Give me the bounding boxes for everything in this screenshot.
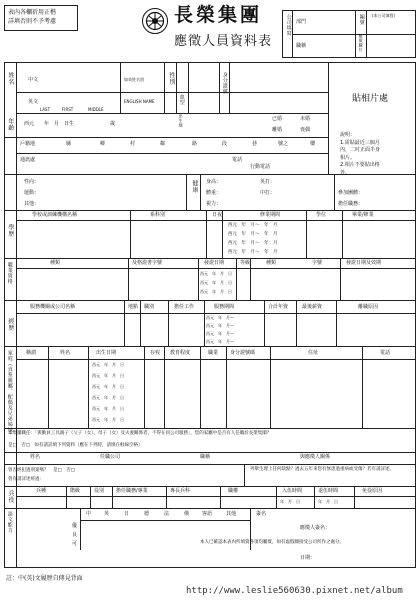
fam-header-title: 稱謂 <box>26 350 37 356</box>
lic-date-1: 西元 年 月 日 <box>200 271 232 276</box>
remarks-label: 簽名 <box>256 511 267 517</box>
phone-label: 電話 <box>232 157 243 163</box>
lang-zh: 中 <box>86 511 92 517</box>
exp-header-reason: 離職原因 <box>358 304 379 310</box>
fam-date-6: 西元 年 月 日 <box>92 417 124 422</box>
rel-header-relation: 與應徵人關係 <box>300 454 331 460</box>
notice-line-2: 詳填否則不予考慮 <box>8 18 57 25</box>
family-label: 家庭（直系親屬、配偶及兄弟姊妹） <box>6 350 13 438</box>
lic-date-3: 西元 年 月 日 <box>200 289 232 294</box>
age-label: 年齡 <box>6 118 14 131</box>
mil-header-rank: 階級 <box>70 488 81 494</box>
mil-header-enlist: 入伍時間 <box>282 488 303 494</box>
english-name-caption: ENGLISH NAME <box>124 99 155 104</box>
lang-other: 其他 <box>226 511 237 517</box>
address-neighbor: 鄰 <box>160 141 166 147</box>
address-floor: 樓 <box>310 141 316 147</box>
exp-header-period: 服務期間 <box>214 304 235 310</box>
id-card-label: 身分證號 <box>221 72 228 94</box>
lic-header-kind: 種類 <box>50 260 61 266</box>
marital-option-3[interactable]: 離婚 <box>272 127 283 133</box>
lic-header-level: 等級 <box>240 260 251 266</box>
edu-period-1: 西元 年 月～ 年 月 <box>228 223 278 228</box>
edu-header-school: 學校或訓練機構名稱 <box>32 212 78 218</box>
address-county: 縣 <box>66 141 72 147</box>
fam-date-5: 西元 年 月 日 <box>92 406 124 411</box>
exp-period-3: 西元 年 月～ <box>206 331 234 336</box>
mil-date-enlist: 年 月 日 <box>280 499 300 504</box>
health-question: 列舉生理上任何缺點？過去五年來您有無患過重病或受傷？若有請詳述。 <box>250 467 394 472</box>
fam-date-2: 西元 年 月 日 <box>92 373 124 378</box>
watermark: http://www.leslie560630.pixnet.net/album <box>186 586 403 596</box>
height-label: 身高： <box>206 179 222 185</box>
fam-date-4: 西元 年 月 日 <box>92 395 124 400</box>
exp-header-location: 地點 <box>128 304 139 310</box>
edu-header-dept: 系科別 <box>150 212 166 218</box>
lang-ru: 俄 <box>184 511 190 517</box>
blood-label: 血型 <box>178 94 185 105</box>
lic-header-date: 發證日期 <box>204 260 225 266</box>
relation-question: 本集團職任：「與勤員工具親子（父子（女）、母子（女）及夫妻關係者，不得在同公司服務」，您的家屬中是否有人任職於長榮集團？ <box>8 431 272 436</box>
fam-date-3: 西元 年 月 日 <box>92 384 124 389</box>
address-label: 戶籍地 <box>20 141 36 147</box>
lic-date-2: 西元 年 月 日 <box>200 280 232 285</box>
photo-notes: 說明： 1.需貼最近三個月 內，二吋正面半身 相片。 2.相片不要貼出格 外。 <box>340 132 381 176</box>
lang-hakka: 客語 <box>202 511 213 517</box>
form-title: 應徵人員資料表 <box>174 34 273 49</box>
edu-header-daynight: 日夜 <box>212 212 223 218</box>
exp-header-company: 服務機關或公司名稱 <box>30 304 76 310</box>
fam-header-birth: 出生日期 <box>96 350 117 356</box>
lic-header-validity: 發證日期及效期 <box>346 260 382 266</box>
field-2: 中打： <box>260 190 276 196</box>
company-logo <box>142 8 168 34</box>
lang-level-fair: 可 <box>72 541 78 547</box>
exp-period-4: 西元 年 月～ <box>206 339 234 344</box>
marital-option-2[interactable]: 未婚 <box>300 116 311 122</box>
address-town: 鄉 <box>100 141 106 147</box>
address-road: 路 <box>192 141 198 147</box>
lang-en: 英 <box>104 511 110 517</box>
mil-header-branch: 兵種 <box>36 488 47 494</box>
fam-header-phone: 電話 <box>380 350 391 356</box>
english-label: 英文 <box>28 99 39 105</box>
lang-level-excellent: 優 <box>72 523 78 529</box>
lang-jp: 日 <box>124 511 130 517</box>
edu-header-degree: 學位 <box>316 212 327 218</box>
fam-header-name: 姓名 <box>60 350 71 356</box>
marital-option-4[interactable]: 喪偶 <box>300 127 311 133</box>
rel-header-title: 職稱 <box>200 454 211 460</box>
sign-date[interactable]: 日期： <box>300 555 316 561</box>
age-unit: 歲 <box>110 121 116 127</box>
fam-header-address: 住址 <box>308 350 319 356</box>
fam-header-job: 職業 <box>208 350 219 356</box>
signature-statement: 本人已確認本表內所填資各項均屬實，如有虛假願接受公司所作之處分。 <box>200 540 344 545</box>
exp-header-years: 合計年資 <box>268 304 289 310</box>
edu-period-2: 西元 年 月～ 年 月 <box>228 232 278 237</box>
chinese-name-caption: 如英姓名別 <box>124 77 144 82</box>
rel-header-company: 任職公司 <box>100 454 121 460</box>
office-use-label: 公司填寫 <box>285 14 292 36</box>
exp-header-title: 職別 <box>144 304 155 310</box>
footer-note: 註：中(英)文履歷自傳見背面 <box>6 575 83 582</box>
experience-label: 經歷 <box>6 318 14 331</box>
name-part-last: LAST <box>40 107 51 112</box>
birthplace-label: 出生地 <box>178 114 184 128</box>
mil-header-discharge: 退伍時間 <box>318 488 339 494</box>
edu-header-status: 畢業/肄業 <box>352 212 374 218</box>
edu-header-period: 修業期間 <box>260 212 281 218</box>
chinese-label: 中文 <box>28 77 39 83</box>
weight-label: 體重： <box>206 190 222 196</box>
lang-level-good: 良 <box>72 532 78 538</box>
lic-header-cert: 及格證書字號 <box>132 260 163 266</box>
relation-answer: 是□ 否□ 如有請詳填下列資料（應在下列時，請填在框線空格） <box>8 443 143 448</box>
edu-period-4: 西元 年 月～ 年 月 <box>228 250 278 255</box>
exp-period-1: 西元 年 月～ <box>206 315 234 320</box>
rel-header-name: 姓名 <box>30 454 41 460</box>
dept-label: 部門 <box>296 19 307 25</box>
photo-label: 貼相片處 <box>352 94 389 104</box>
mil-header-exempt: 免役原因 <box>362 488 383 494</box>
exp-period-2: 西元 年 月～ <box>206 323 234 328</box>
lang-fr: 法 <box>164 511 170 517</box>
mobile-label: 行動電話 <box>250 164 271 170</box>
field-5: 參加團體： <box>338 190 364 196</box>
item-2: 運動： <box>24 190 40 196</box>
mil-header-auth: 職權 <box>228 488 239 494</box>
gender-label: 性別 <box>167 72 175 85</box>
lic-header-no: 字號 <box>312 260 323 266</box>
lang-de: 德 <box>144 511 150 517</box>
fam-header-id: 身分證號碼 <box>230 350 256 356</box>
edu-period-3: 西元 年 月～ 年 月 <box>228 241 278 246</box>
item-1: 性向： <box>24 179 40 185</box>
military-label: 兵役 <box>6 490 14 503</box>
fam-date-1: 西元 年 月 日 <box>92 362 124 367</box>
mil-header-type: 役別 <box>94 488 105 494</box>
mil-header-duty: 擔任職務/專業 <box>116 488 148 494</box>
company-name: 長榮集團 <box>174 4 263 26</box>
marital-option-1[interactable]: 已婚 <box>272 116 283 122</box>
lic-header-kind2: 種類 <box>266 260 277 266</box>
address-section: 段 <box>222 141 228 147</box>
id-no-label: 編號 <box>358 14 365 25</box>
address-village: 村 <box>130 141 136 147</box>
contact-label: 通訊處 <box>20 157 36 163</box>
exp-header-work: 擔任工作 <box>174 304 195 310</box>
exp-header-salary: 最後薪資 <box>302 304 323 310</box>
field-1: 英打： <box>260 179 276 185</box>
address-no: 號之 <box>278 141 289 147</box>
mil-date-discharge: 年 月 日 <box>318 499 338 504</box>
address-lane: 巷 <box>252 141 258 147</box>
fam-header-alive: 存歿 <box>150 350 161 356</box>
name-part-middle: MIDDLE <box>88 107 104 112</box>
company-fill-label: (本公司填寫) <box>372 13 396 18</box>
name-label: 姓名 <box>6 72 14 85</box>
field-6: 擔任職務： <box>338 201 364 207</box>
crime-answer: 曾有請詳述經過： <box>8 477 44 482</box>
job-label: 職稱 <box>296 43 307 49</box>
item-3: 其他： <box>24 201 40 207</box>
applicant-signature[interactable]: 應徵人簽名： <box>300 525 331 531</box>
name-part-first: FIRST <box>62 107 74 112</box>
health-label: 健康 <box>190 180 198 193</box>
mil-header-spec: 專長兵科 <box>170 488 191 494</box>
notice-line-1: 表內各欄祈用正楷 <box>8 9 57 16</box>
education-label: 學歷 <box>6 224 14 237</box>
fam-header-edu: 教育程度 <box>170 350 191 356</box>
language-label: 語文能力 <box>6 511 13 533</box>
license-label: 職業資格 <box>6 262 13 284</box>
crime-question: 曾否經犯過刑案嗎？ 是□ 否□ <box>8 468 76 473</box>
eye-label: 視力： <box>206 201 222 207</box>
applied-job-label: 應徵職位 <box>358 34 364 52</box>
birth-date: 西元 年 月 日生 <box>24 121 75 127</box>
